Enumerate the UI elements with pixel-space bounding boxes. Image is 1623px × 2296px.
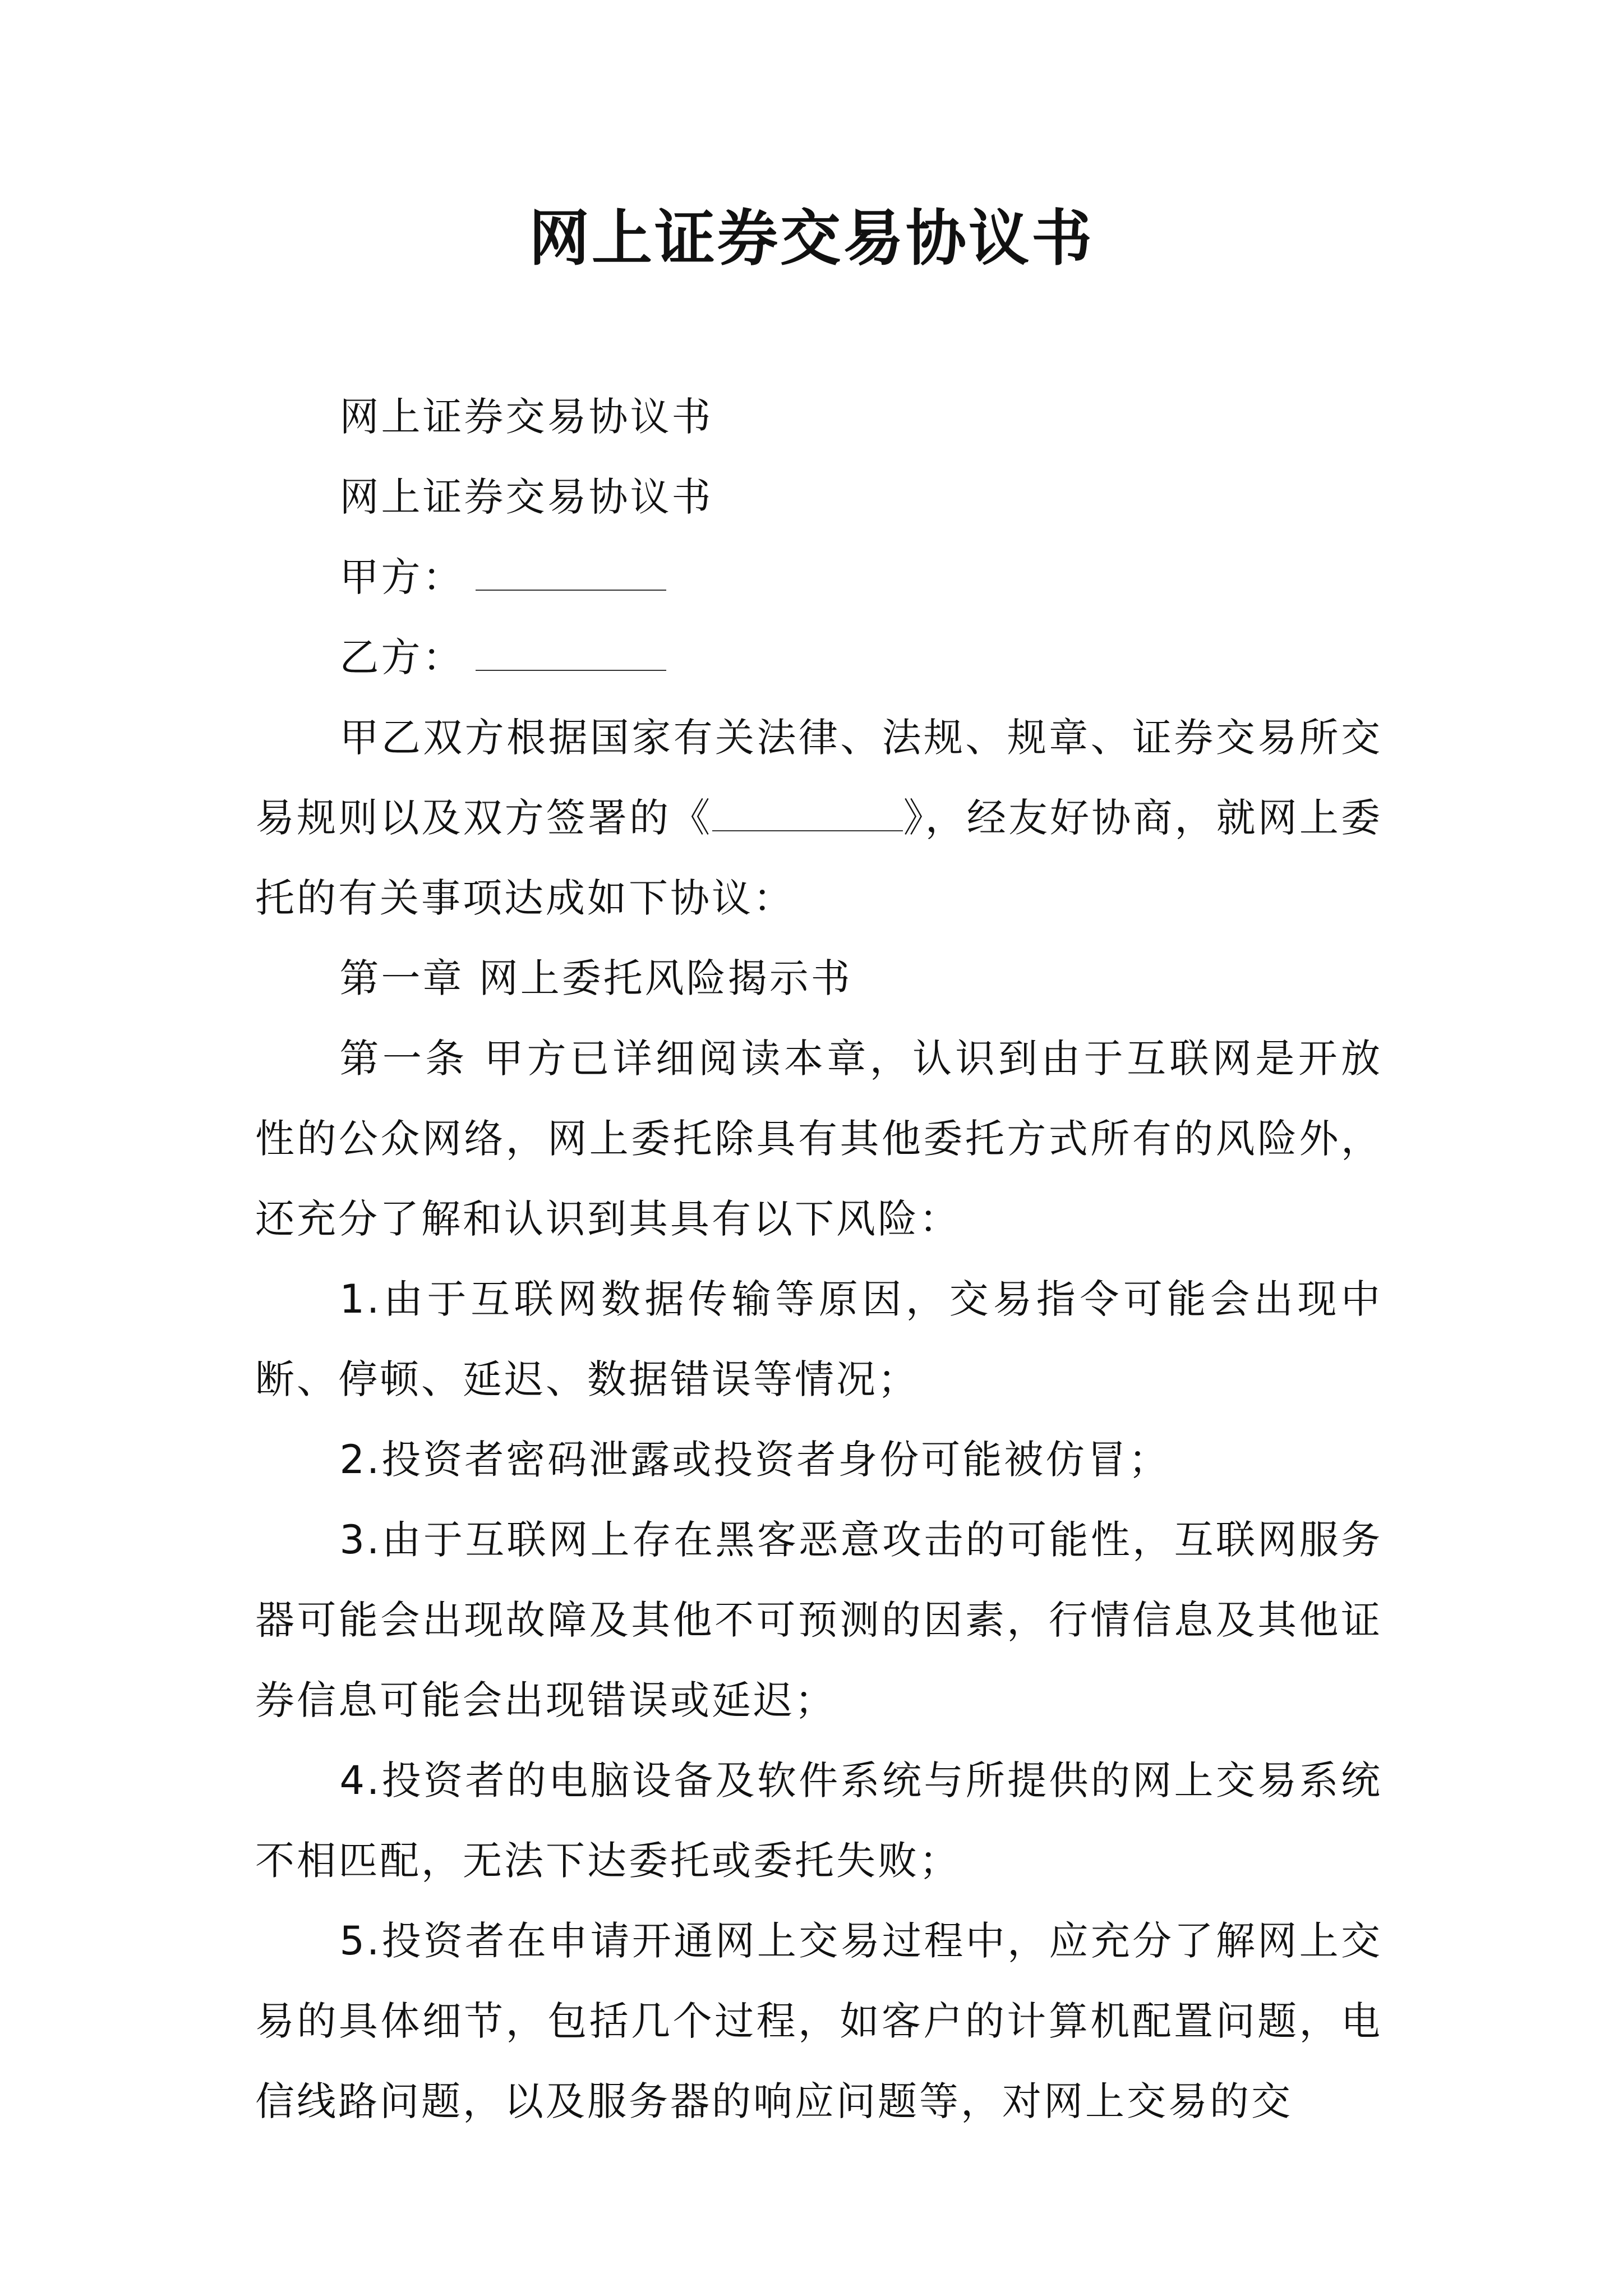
party-b-blank <box>476 631 666 671</box>
party-a-line <box>255 537 1382 618</box>
intro-text-part1: 甲乙双方根据国家有关法律、法规、规章、证券交易所交易规则以及双方签署的《 <box>255 715 1382 841</box>
article-1-paragraph: 第一条 甲方已详细阅读本章，认识到由于互联网是开放性的公众网络，网上委托除具有其他委托方式所有的风险外，还充分了解和认识到其具有以下风险： <box>255 1036 1382 1242</box>
subtitle-line-1: 网上证券交易协议书 <box>339 394 713 440</box>
party-b-line <box>255 618 1382 698</box>
party-a-blank <box>476 550 666 591</box>
risk-item-2: 2.投资者密码泄露或投资者身份可能被仿冒； <box>339 1437 1170 1483</box>
document-body <box>255 377 1382 2142</box>
intro-text-part2: 》，经友好协商，就网上委托的有关事项达成如下协议： <box>255 795 1383 921</box>
chapter-heading: 第一章 网上委托风险揭示书 <box>339 955 852 1001</box>
document-title: 网上证券交易协议书 <box>528 203 1094 274</box>
risk-item-4: 4.投资者的电脑设备及软件系统与所提供的网上交易系统不相匹配，无法下达委托或委托失败； <box>255 1757 1382 1884</box>
intro-paragraph <box>255 698 1382 938</box>
agreement-name-blank <box>712 791 903 831</box>
party-a-label: 甲方： <box>339 554 464 600</box>
party-b-label: 乙方： <box>339 634 464 680</box>
subtitle-line-2: 网上证券交易协议书 <box>339 474 713 520</box>
risk-item-5: 5.投资者在申请开通网上交易过程中，应充分了解网上交易的具体细节，包括几个过程，如客户的计算机配置问题，电信线路问题，以及服务器的响应问题等，对网上交易的交 <box>255 1918 1382 2124</box>
risk-item-3: 3.由于互联网上存在黑客恶意攻击的可能性，互联网服务器可能会出现故障及其他不可预测的因素，行情信息及其他证券信息可能会出现错误或延迟； <box>255 1517 1382 1723</box>
risk-item-1: 1.由于互联网数据传输等原因，交易指令可能会出现中断、停顿、延迟、数据错误等情况； <box>255 1276 1382 1402</box>
